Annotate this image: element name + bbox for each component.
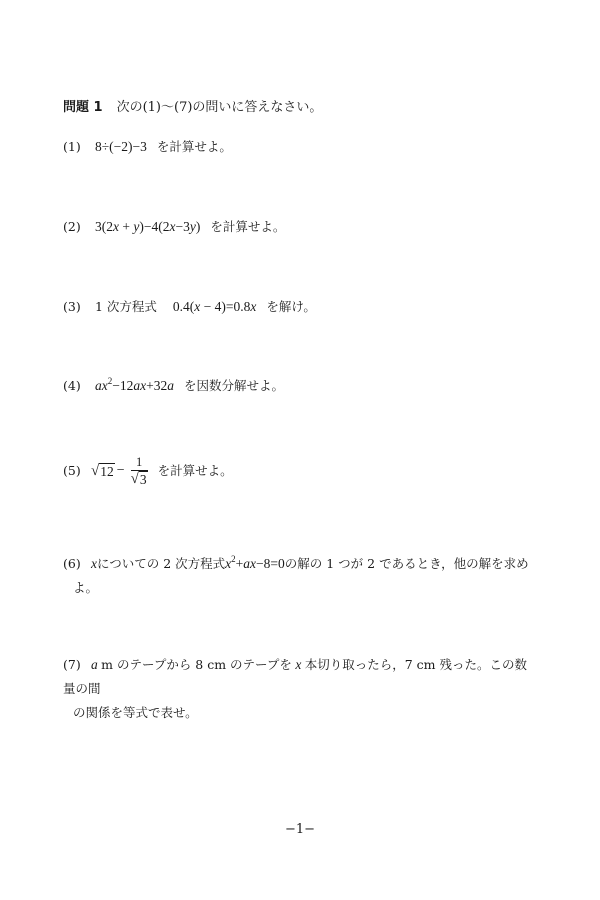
question-2 bbox=[63, 216, 285, 238]
question-text: を解け。 bbox=[266, 299, 316, 314]
question-text-continued: の関係を等式で表せ。 bbox=[73, 705, 198, 720]
fraction: 1 √ 3 bbox=[130, 455, 147, 487]
question-number: (7) bbox=[63, 657, 81, 672]
question-6: (6) xについての 2 次方程式$x^2+ax-8=0$の解の 1 つが 2 であるとき，他の解を求め よ。 bbox=[63, 552, 533, 600]
question-text-b: 本切り取ったら，7 cm 残った。この数量の間 bbox=[63, 657, 527, 696]
question-text: を因数分解せよ。 bbox=[183, 378, 284, 393]
sqrt-12: √ 12 bbox=[91, 463, 114, 479]
expression-4: $ax^2-12ax+32a$ bbox=[94, 376, 174, 393]
question-text: を計算せよ。 bbox=[210, 219, 286, 234]
question-text: を計算せよ。 bbox=[157, 463, 233, 478]
problem-label: 問題 1 bbox=[63, 100, 103, 115]
expression-5: √ 12 − 1 √ 3 bbox=[91, 455, 147, 487]
question-text-a: についての 2 次方程式 bbox=[97, 556, 226, 571]
question-text-a: m のテープから 8 cm のテープを bbox=[101, 657, 292, 672]
question-number: (1) bbox=[63, 139, 81, 154]
question-text: を計算せよ。 bbox=[156, 139, 232, 154]
question-1 bbox=[63, 136, 232, 158]
expression-3: 0.4(x − 4)=0.8x bbox=[172, 299, 257, 314]
problem-heading bbox=[63, 96, 322, 115]
page-number: −1− bbox=[284, 822, 316, 837]
question-prefix: 1 次方程式 bbox=[94, 299, 157, 314]
question-text-b: の解の 1 つが 2 であるとき，他の解を求め bbox=[284, 556, 529, 571]
question-text-continued: よ。 bbox=[73, 580, 99, 595]
question-number: (2) bbox=[63, 219, 81, 234]
question-3 bbox=[63, 296, 316, 318]
question-7: (7) a m のテープから 8 cm のテープを x 本切り取ったら，7 cm 残った。この数量の間 の関係を等式で表せ。 bbox=[63, 653, 533, 725]
question-number: (4) bbox=[63, 378, 81, 393]
variable-x: x bbox=[291, 657, 305, 672]
question-4 bbox=[63, 375, 284, 397]
question-number: (5) bbox=[63, 463, 81, 478]
expression-2: 3(2x + y)−4(2x−3y) bbox=[94, 219, 201, 234]
question-number: (3) bbox=[63, 299, 81, 314]
expression-1: 8÷(−2)−3 bbox=[94, 139, 147, 154]
question-number: (6) bbox=[63, 556, 81, 571]
question-5 bbox=[63, 455, 233, 487]
expression-6: $x^2+ax-8=0$ bbox=[225, 554, 285, 571]
problem-instruction: 次の(1)〜(7)の問いに答えなさい。 bbox=[116, 100, 323, 115]
